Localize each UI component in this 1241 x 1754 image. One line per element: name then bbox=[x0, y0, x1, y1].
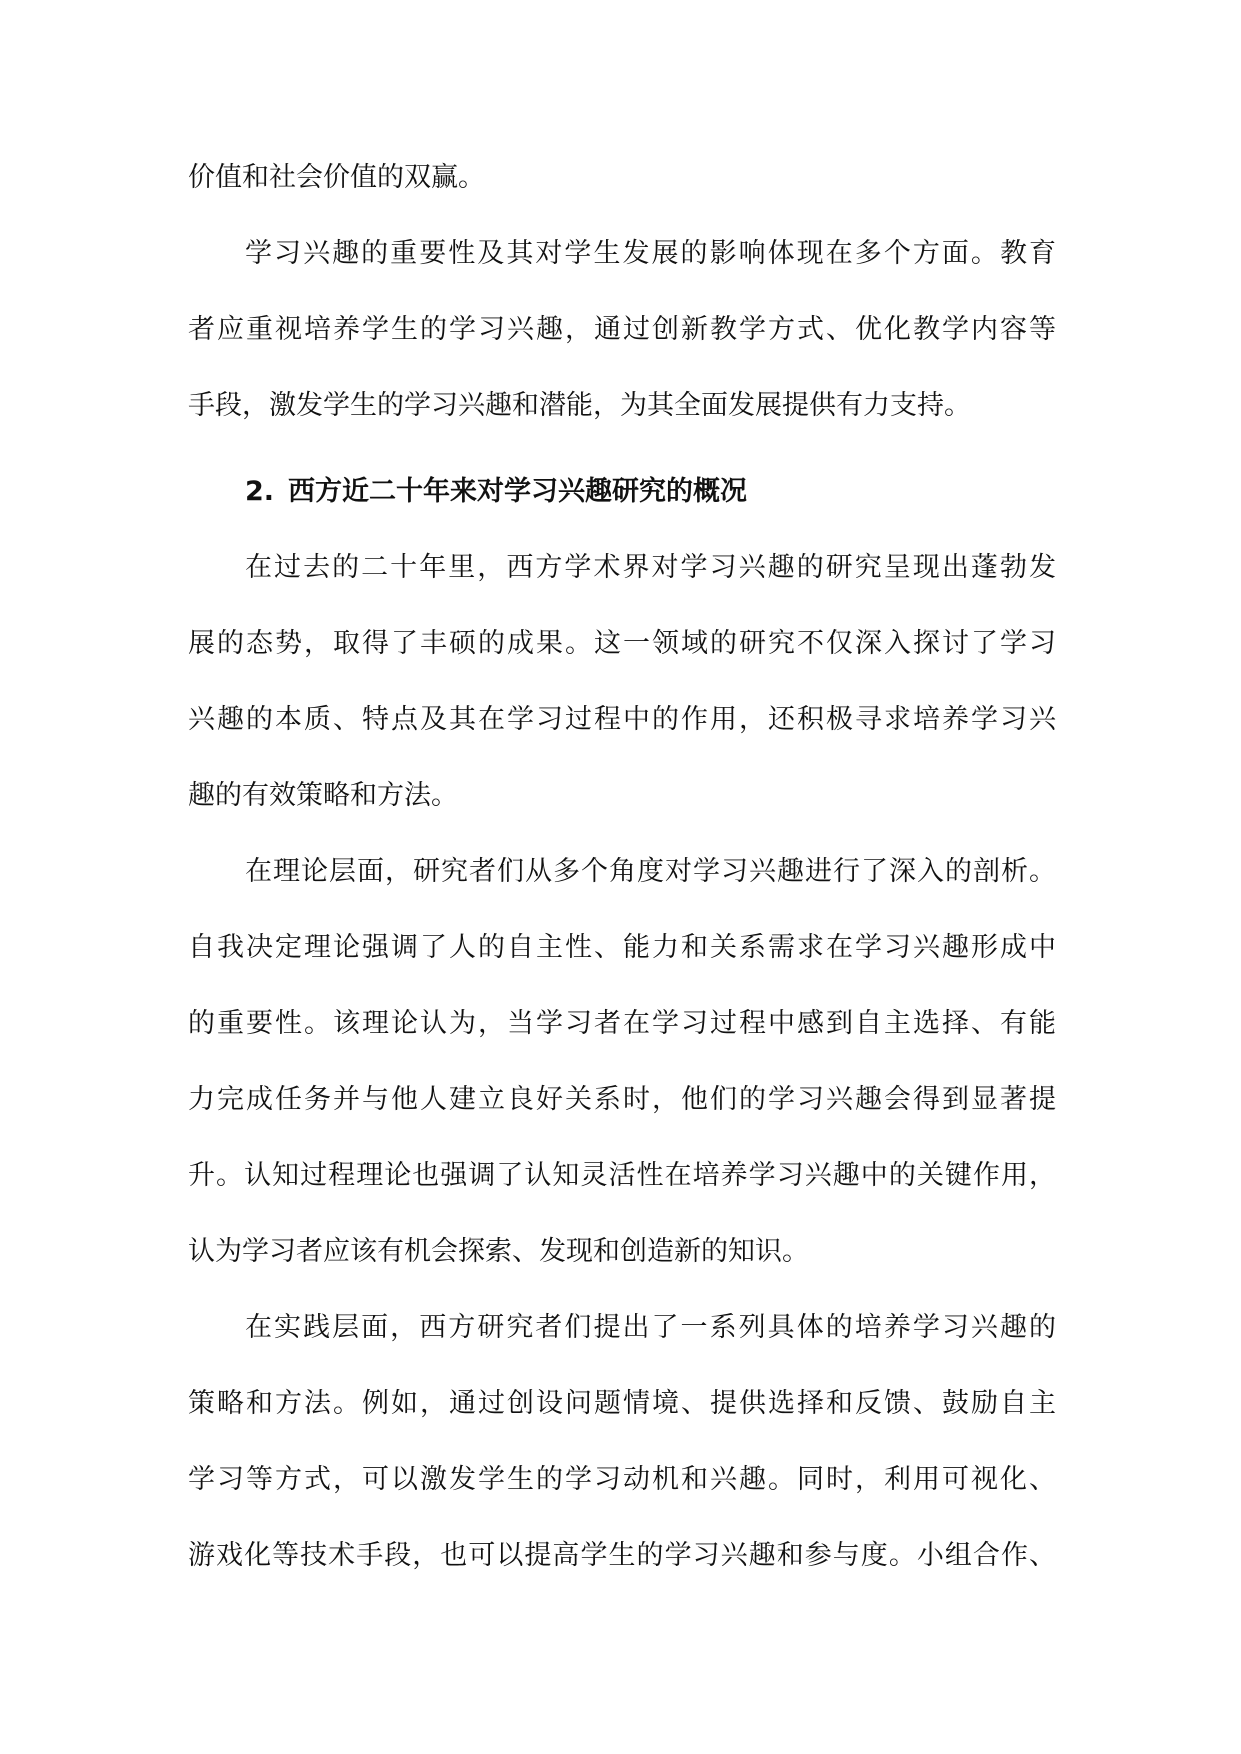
section-title: 西方近二十年来对学习兴趣研究的概况 bbox=[288, 476, 748, 507]
paragraph-line: 趣的有效策略和方法。 bbox=[188, 780, 458, 811]
paragraph-line: 策略和方法。例如，通过创设问题情境、提供选择和反馈、鼓励自主 bbox=[188, 1388, 1056, 1419]
paragraph-line: 在实践层面，西方研究者们提出了一系列具体的培养学习兴趣的 bbox=[245, 1312, 1056, 1343]
paragraph-line: 游戏化等技术手段，也可以提高学生的学习兴趣和参与度。小组合作、 bbox=[188, 1540, 1056, 1571]
section-heading bbox=[188, 454, 1056, 530]
paragraph-line: 在过去的二十年里，西方学术界对学习兴趣的研究呈现出蓬勃发 bbox=[245, 552, 1056, 583]
paragraph-line: 兴趣的本质、特点及其在学习过程中的作用，还积极寻求培养学习兴 bbox=[188, 704, 1056, 735]
paragraph-line: 认为学习者应该有机会探索、发现和创造新的知识。 bbox=[188, 1236, 809, 1267]
paragraph-line: 自我决定理论强调了人的自主性、能力和关系需求在学习兴趣形成中 bbox=[188, 932, 1056, 963]
paragraph-line: 的重要性。该理论认为，当学习者在学习过程中感到自主选择、有能 bbox=[188, 1008, 1056, 1039]
section-number: 2. bbox=[245, 476, 275, 507]
document-body bbox=[188, 140, 1056, 1594]
paragraph-line: 升。认知过程理论也强调了认知灵活性在培养学习兴趣中的关键作用， bbox=[188, 1160, 1056, 1191]
paragraph-line: 在理论层面，研究者们从多个角度对学习兴趣进行了深入的剖析。 bbox=[245, 856, 1056, 887]
paragraph-line: 学习等方式，可以激发学生的学习动机和兴趣。同时，利用可视化、 bbox=[188, 1464, 1056, 1495]
paragraph-line: 力完成任务并与他人建立良好关系时，他们的学习兴趣会得到显著提 bbox=[188, 1084, 1056, 1115]
paragraph-line: 者应重视培养学生的学习兴趣，通过创新教学方式、优化教学内容等 bbox=[188, 314, 1056, 345]
paragraph-line: 价值和社会价值的双赢。 bbox=[188, 162, 485, 193]
paragraph-line: 展的态势，取得了丰硕的成果。这一领域的研究不仅深入探讨了学习 bbox=[188, 628, 1056, 659]
paragraph-line: 手段，激发学生的学习兴趣和潜能，为其全面发展提供有力支持。 bbox=[188, 390, 971, 421]
paragraph-line: 学习兴趣的重要性及其对学生发展的影响体现在多个方面。教育 bbox=[245, 238, 1056, 269]
